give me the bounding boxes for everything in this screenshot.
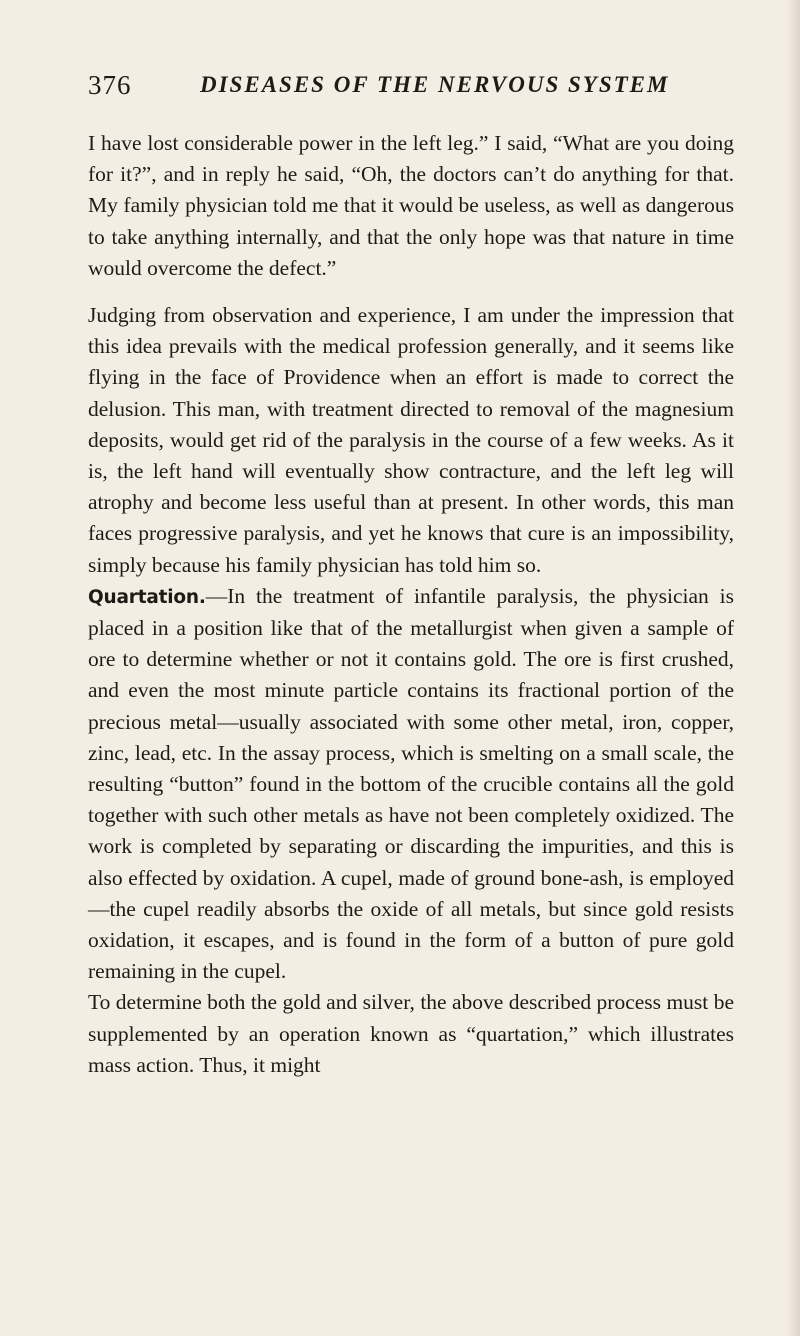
paragraph-3-text: —In the treatment of infantile paralysis, the physician is placed in a position like that of the metallurgist when given a sample of ore to determine whether or not it contains gold. The ore is first crushed, and even the most minute particle contains its fractional portion of the precious metal—usually associated with some other metal, iron, copper, zinc, lead, etc. In the assay process, which is smelting on a small scale, the resulting “button” found in the bottom of the crucible contains all the gold together with such other metals as have not been completely oxidized. The work is completed by separating or discarding the impurities, and this is also effected by oxidation. A cupel, made of ground bone-ash, is employed—the cupel readily absorbs the oxide of all metals, but since gold resists oxidation, it escapes, and is found in the form of a button of pure gold remaining in the cupel. <box>88 583 734 984</box>
body-text <box>88 128 734 1081</box>
paragraph-1: I have lost considerable power in the left leg.” I said, “What are you doing for it?”, and in reply he said, “Oh, the doctors can’t do anything for that. My family physician told me that it would be useless, as well as dangerous to take anything internally, and that the only hope was that nature in time would overcome the defect.” <box>88 131 734 280</box>
paragraph-2: Judging from observation and experience, I am under the impression that this idea prevails with the medical profession generally, and it seems like flying in the face of Providence when an effort is made to correct the delusion. This man, with treatment directed to removal of the magnesium deposits, would get rid of the paralysis in the course of a few weeks. As it is, the left hand will eventually show contracture, and the left leg will atrophy and become less useful than at present. In other words, this man faces progressive paralysis, and yet he knows that cure is an impossibility, simply because his family physician has told him so. <box>88 303 734 577</box>
page-header <box>88 70 728 114</box>
page-number: 376 <box>88 70 132 100</box>
running-head: DISEASES OF THE NERVOUS SYSTEM <box>200 72 670 97</box>
section-run-in-heading: Quartation. <box>88 586 206 608</box>
page-edge-shadow <box>786 0 800 1336</box>
paragraph-4: To determine both the gold and silver, the above described process must be supplemented by an operation known as “quartation,” which illustrates mass action. Thus, it might <box>88 990 734 1077</box>
paragraph-3 <box>88 581 734 988</box>
